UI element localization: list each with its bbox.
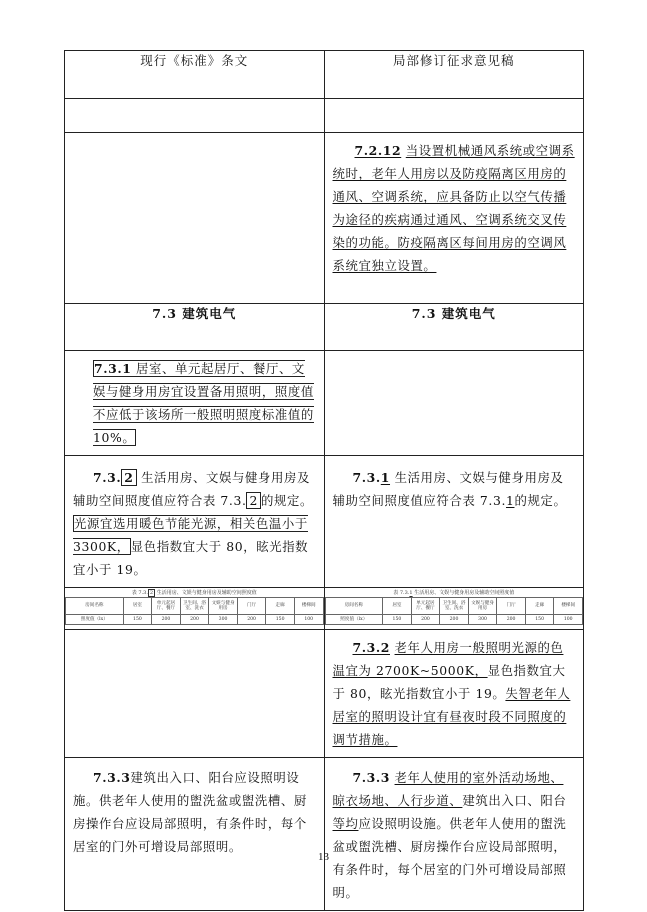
table-value-cell: 200 xyxy=(152,615,181,625)
mini-table xyxy=(325,597,584,625)
clause-row-7-3-1 xyxy=(65,351,584,456)
table-value-cell: 150 xyxy=(525,615,554,625)
table-value-cell: 200 xyxy=(411,615,440,625)
mini-table-right-cell xyxy=(324,588,584,630)
table-header-cell: 走廊 xyxy=(266,598,295,615)
clause-number-changed: 1 xyxy=(380,470,391,485)
table-header-cell: 门厅 xyxy=(497,598,526,615)
caption-text: 生活用房、文娱与健身用房及辅助空间照度值 xyxy=(412,590,515,596)
clause-text: 建筑出入口、阳台应设照明设施。供老年人使用的盥洗盆或盥洗槽、厨房操作台应设局部照明，有条件时，每个居室的门外可增设局部照明。 xyxy=(73,770,307,854)
clause-text: 生活用房、文娱与健身用房及辅助空间照度值应符合表 7.3. xyxy=(73,470,310,508)
mini-table-left-cell xyxy=(65,588,325,630)
section-title-right: 7.3 建筑电气 xyxy=(324,304,584,351)
table-value-cell: 200 xyxy=(440,615,469,625)
table-header-cell: 房间名称 xyxy=(325,598,383,615)
clause-text-a: 老年人用房一般照明光源的色温宜为 2700K~5000K， xyxy=(332,640,564,678)
header-draft-revision: 局部修订征求意见稿 xyxy=(324,51,584,99)
illuminance-table-row xyxy=(65,588,584,630)
table-caption xyxy=(325,590,584,596)
caption-number: 1 xyxy=(409,590,413,596)
table-header-cell: 门厅 xyxy=(237,598,266,615)
clause-number-changed: 2 xyxy=(121,469,136,486)
illuminance-table-left xyxy=(65,590,324,625)
clause-text: 生活用房、文娱与健身用房及辅助空间照度值应符合表 7.3. xyxy=(332,470,564,508)
table-value-cell: 照度值（lx） xyxy=(325,615,383,625)
table-value-cell: 150 xyxy=(383,615,412,625)
clause-number: 7.2.12 xyxy=(354,143,402,158)
table-header-cell: 卫生间、浴室、洗衣 xyxy=(180,598,209,615)
table-header-cell: 卫生间、浴室、洗衣 xyxy=(440,598,469,615)
clause-row-7-3-2-new xyxy=(65,630,584,758)
table-value-cell: 300 xyxy=(468,615,497,625)
mini-table xyxy=(65,597,324,625)
clause-7-3-2-new-right xyxy=(324,630,584,758)
clause-text: 居室、单元起居厅、餐厅、文娱与健身用房宜设置备用照明，照度值不应低于该场所一般照明照度标准值的10%。 xyxy=(93,361,314,445)
table-value-cell: 100 xyxy=(294,615,323,625)
table-value-cell: 照度值（lx） xyxy=(66,615,124,625)
clause-7-2-12-left-empty xyxy=(65,133,325,304)
clause-text-b: 显色指数宜大于 80，眩光指数宜小于 19。 xyxy=(332,663,566,701)
section-row-7-3 xyxy=(65,304,584,351)
deleted-clause-box xyxy=(93,360,314,446)
clause-number-prefix: 7.3. xyxy=(93,470,122,485)
clause-text-a: 建筑出入口、阳台 xyxy=(462,793,567,808)
clause-7-3-2-left xyxy=(65,456,325,588)
illuminance-table-right xyxy=(325,590,584,625)
table-value-cell: 150 xyxy=(123,615,152,625)
section-title-left: 7.3 建筑电气 xyxy=(65,304,325,351)
table-header-cell: 楼梯间 xyxy=(554,598,583,615)
table-header-cell: 文娱与健身用房 xyxy=(209,598,238,615)
clause-text-c: 失智老年人居室的照明设计宜有昼夜时段不同照度的调节措施。 xyxy=(332,686,571,747)
table-caption xyxy=(65,590,324,596)
page-number: 13 xyxy=(318,851,329,863)
table-header-cell: 房间名称 xyxy=(66,598,124,615)
clause-row-7-3-3 xyxy=(65,758,584,911)
empty-row xyxy=(65,99,584,133)
table-header-cell: 楼梯间 xyxy=(294,598,323,615)
clause-7-3-1-right-empty xyxy=(324,351,584,456)
table-header-cell: 居室 xyxy=(123,598,152,615)
added-text: 老年人使用的室外活动场地、晾衣场地、人行步道、 xyxy=(332,770,564,808)
clause-text-b: 应设照明设施。供老年人使用的盥洗盆或盥洗槽、厨房操作台应设局部照明，有条件时，每个居室的门外可增设局部照明。 xyxy=(332,816,567,900)
table-value-cell: 100 xyxy=(554,615,583,625)
empty-cell-right xyxy=(324,99,584,133)
table-header-cell: 单元起居厅、餐厅 xyxy=(152,598,181,615)
deleted-text-box: 光源宜选用暖色节能光源，相关色温小于3300K， xyxy=(73,516,308,554)
table-header-cell: 走廊 xyxy=(525,598,554,615)
clause-number-prefix: 7.3. xyxy=(352,470,381,485)
clause-7-3-3-left xyxy=(65,758,325,911)
clause-row-7-3-2 xyxy=(65,456,584,588)
table-value-cell: 200 xyxy=(497,615,526,625)
caption-prefix: 表 7.3. xyxy=(393,590,410,596)
table-value-cell: 200 xyxy=(180,615,209,625)
clause-7-3-2-new-left-empty xyxy=(65,630,325,758)
header-current-clause: 现行《标准》条文 xyxy=(65,51,325,99)
clause-7-3-3-right xyxy=(324,758,584,911)
clause-number: 7.3.2 xyxy=(352,640,390,655)
table-ref-changed: 1 xyxy=(505,493,515,508)
clause-text-end: 的规定。 xyxy=(260,493,313,508)
table-header-cell: 文娱与健身用房 xyxy=(468,598,497,615)
added-text-2: 等均 xyxy=(332,816,359,831)
clause-7-2-12-right xyxy=(324,133,584,304)
table-header-row xyxy=(65,51,584,99)
table-header-cell: 居室 xyxy=(383,598,412,615)
table-header-cell: 单元起居厅、餐厅 xyxy=(411,598,440,615)
caption-text: 生活用房、文娱与健身用房及辅助空间照度值 xyxy=(155,590,257,596)
table-ref-changed: 2 xyxy=(246,492,260,509)
clause-text-end: 的规定。 xyxy=(514,493,567,508)
clause-7-3-1-left xyxy=(65,351,325,456)
clause-row-7-2-12 xyxy=(65,133,584,304)
clause-text-tail: 显色指数宜大于 80，眩光指数宜小于 19。 xyxy=(73,539,309,577)
caption-prefix: 表 7.3. xyxy=(131,590,148,596)
comparison-table xyxy=(64,50,584,911)
caption-number: 2 xyxy=(149,590,154,596)
table-value-cell: 150 xyxy=(266,615,295,625)
clause-text: 当设置机械通风系统或空调系统时，老年人用房以及防疫隔离区用房的通风、空调系统，应具备防止以空气传播为途径的疾病通过通风、空调系统交叉传染的功能。防疫隔离区每间用房的空调风系统宜独立设置。 xyxy=(332,143,575,273)
clause-number: 7.3.1 xyxy=(94,361,132,376)
table-value-cell: 300 xyxy=(209,615,238,625)
clause-7-3-1-new-right xyxy=(324,456,584,588)
table-value-cell: 200 xyxy=(237,615,266,625)
clause-number: 7.3.3 xyxy=(352,770,390,785)
empty-cell-left xyxy=(65,99,325,133)
clause-number: 7.3.3 xyxy=(93,770,131,785)
